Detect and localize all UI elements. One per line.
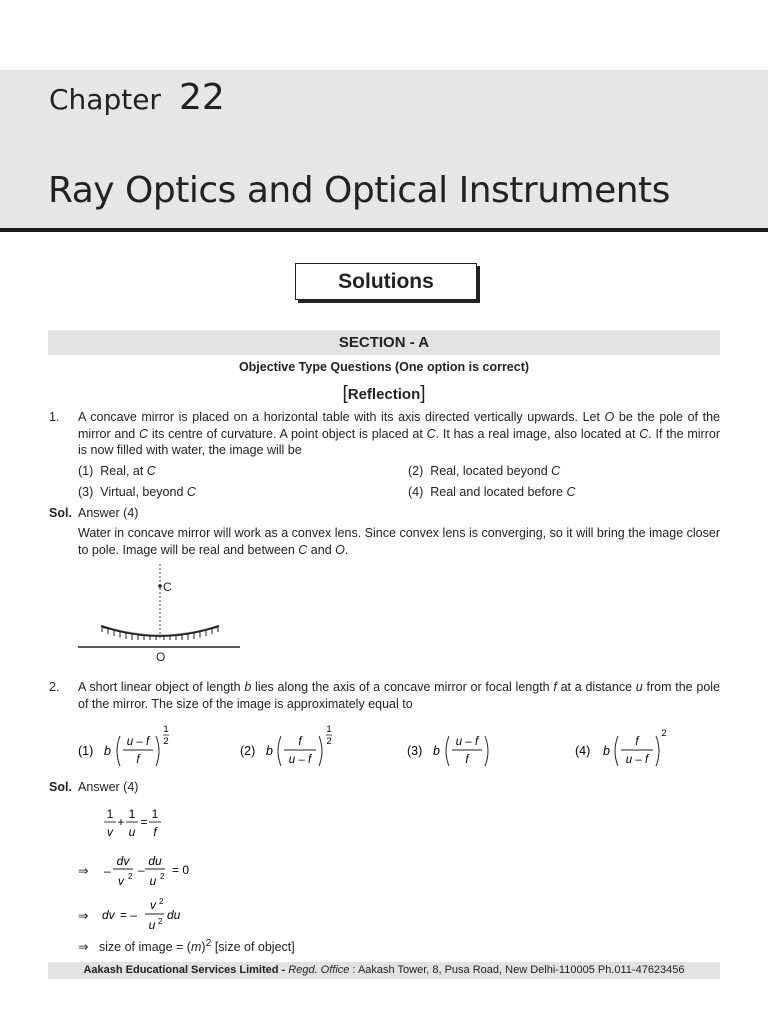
svg-text:u: u [149, 874, 157, 888]
svg-text:1: 1 [128, 807, 136, 821]
exp-numerator: 1 [326, 724, 332, 735]
right-paren [656, 736, 659, 766]
footer-address: : Aakash Tower, 8, Pusa Road, New Delhi-110005 Ph.011-47623456 [349, 964, 685, 976]
topic-label: Reflection [347, 386, 421, 403]
q2-option-3 [405, 722, 505, 770]
opt-label: (3) [407, 744, 423, 758]
footer-company: Aakash Educational Services Limited - [83, 964, 289, 976]
svg-text:du: du [167, 908, 181, 922]
exp-numerator: 2 [661, 728, 667, 739]
topic-heading: [Reflection] [342, 383, 426, 404]
opt-numerator: u – f [455, 736, 479, 748]
opt-label: (2) [240, 744, 256, 758]
left-paren [117, 736, 120, 766]
q1-sol-label: Sol. [49, 506, 72, 520]
exp-numerator: 1 [163, 724, 169, 735]
opt-denominator: u – f [288, 754, 312, 766]
q2-sol-label: Sol. [49, 780, 72, 794]
opt-numerator: u – f [126, 736, 150, 748]
right-paren [485, 736, 488, 766]
footer [48, 962, 720, 979]
opt-denominator: f [465, 754, 469, 766]
image-size-line: ⇒ size of image = $(m)^2$ [size of object] [78, 938, 295, 955]
opt-denominator: f [136, 754, 140, 766]
left-paren [446, 736, 449, 766]
opt-numerator: f [298, 736, 302, 748]
svg-text:1: 1 [106, 807, 114, 821]
q2-answer: Answer (4) [78, 780, 139, 794]
q2-option-2 [238, 722, 348, 770]
q1-explanation: Water in concave mirror will work as a convex lens. Since convex lens is converging, so it will bring the image closer to pole. Image will be real and between C and O. [78, 526, 720, 557]
q1-number: 1. [49, 410, 60, 424]
svg-text:v: v [150, 898, 156, 912]
svg-text:u: u [128, 825, 136, 839]
chapter-number: 22 [179, 77, 225, 118]
q1-option-3: (3) Virtual, beyond C [78, 485, 196, 499]
header-rule [0, 228, 768, 232]
q2-number: 2. [49, 680, 60, 694]
opt-numerator: f [635, 736, 639, 748]
right-paren [319, 736, 322, 766]
point-c [158, 584, 162, 588]
implies-symbol-1: ⇒ [78, 864, 89, 878]
footer-office-label: Regd. Office [288, 964, 350, 976]
q1-option-1: (1) Real, at C [78, 464, 156, 478]
q2-option-1 [76, 722, 186, 770]
svg-text:v: v [118, 874, 124, 888]
svg-text:–: – [138, 863, 145, 877]
q1-answer: Answer (4) [78, 506, 139, 520]
opt-coef: b [603, 744, 610, 758]
q1-text: A concave mirror is placed on a horizontal table with its axis directed vertically upwards. Let O be the pole of the mirror and C its centre of curvature. A point object is placed at C. It has a real image, also located at C. If the mirror is now filled with water, the image will be [78, 410, 720, 457]
chapter-word: Chapter [49, 83, 161, 116]
svg-text:= 0: = 0 [172, 863, 190, 877]
chapter-title: Ray Optics and Optical Instruments [48, 170, 670, 211]
opt-label: (1) [78, 744, 94, 758]
implies-symbol-2: ⇒ [78, 909, 89, 923]
mirror-figure [74, 562, 246, 666]
svg-text:f: f [153, 825, 157, 839]
svg-text:2: 2 [158, 917, 163, 926]
q1-option-2: (2) Real, located beyond C [408, 464, 561, 478]
opt-coef: b [433, 744, 440, 758]
mirror-formula [98, 802, 178, 842]
svg-text:+: + [117, 815, 125, 829]
q1-option-4: (4) Real and located before C [408, 485, 576, 499]
section-title: SECTION - A [48, 330, 720, 355]
right-paren [156, 736, 159, 766]
svg-text:v: v [107, 825, 113, 839]
differential-formula [100, 850, 210, 892]
svg-text:–: – [104, 864, 111, 878]
svg-text:dv: dv [116, 854, 130, 868]
opt-coef: b [266, 744, 273, 758]
opt-denominator: u – f [625, 754, 649, 766]
dv-formula [100, 896, 200, 936]
label-c: C [163, 580, 172, 594]
svg-text:u: u [148, 918, 156, 932]
svg-text:1: 1 [151, 807, 159, 821]
opt-coef: b [104, 744, 111, 758]
label-o: O [156, 650, 166, 664]
svg-text:2: 2 [160, 872, 165, 881]
exp-denominator: 2 [163, 736, 169, 747]
svg-text:2: 2 [128, 872, 133, 881]
section-subtitle: Objective Type Questions (One option is correct) [238, 360, 530, 374]
svg-text:=: = [140, 815, 148, 829]
solutions-label: Solutions [295, 263, 477, 300]
svg-text:dv: dv [102, 908, 115, 922]
opt-label: (4) [575, 744, 591, 758]
exp-denominator: 2 [326, 736, 332, 747]
svg-text:= –: = – [120, 908, 138, 922]
q2-text: A short linear object of length b lies along the axis of a concave mirror or focal length f at a distance u from the pole of the mirror. The size of the image is approximately equal to [78, 680, 721, 711]
svg-text:2: 2 [159, 897, 164, 906]
left-paren [278, 736, 281, 766]
q2-option-4 [573, 722, 683, 770]
left-paren [615, 736, 618, 766]
svg-text:du: du [148, 854, 162, 868]
